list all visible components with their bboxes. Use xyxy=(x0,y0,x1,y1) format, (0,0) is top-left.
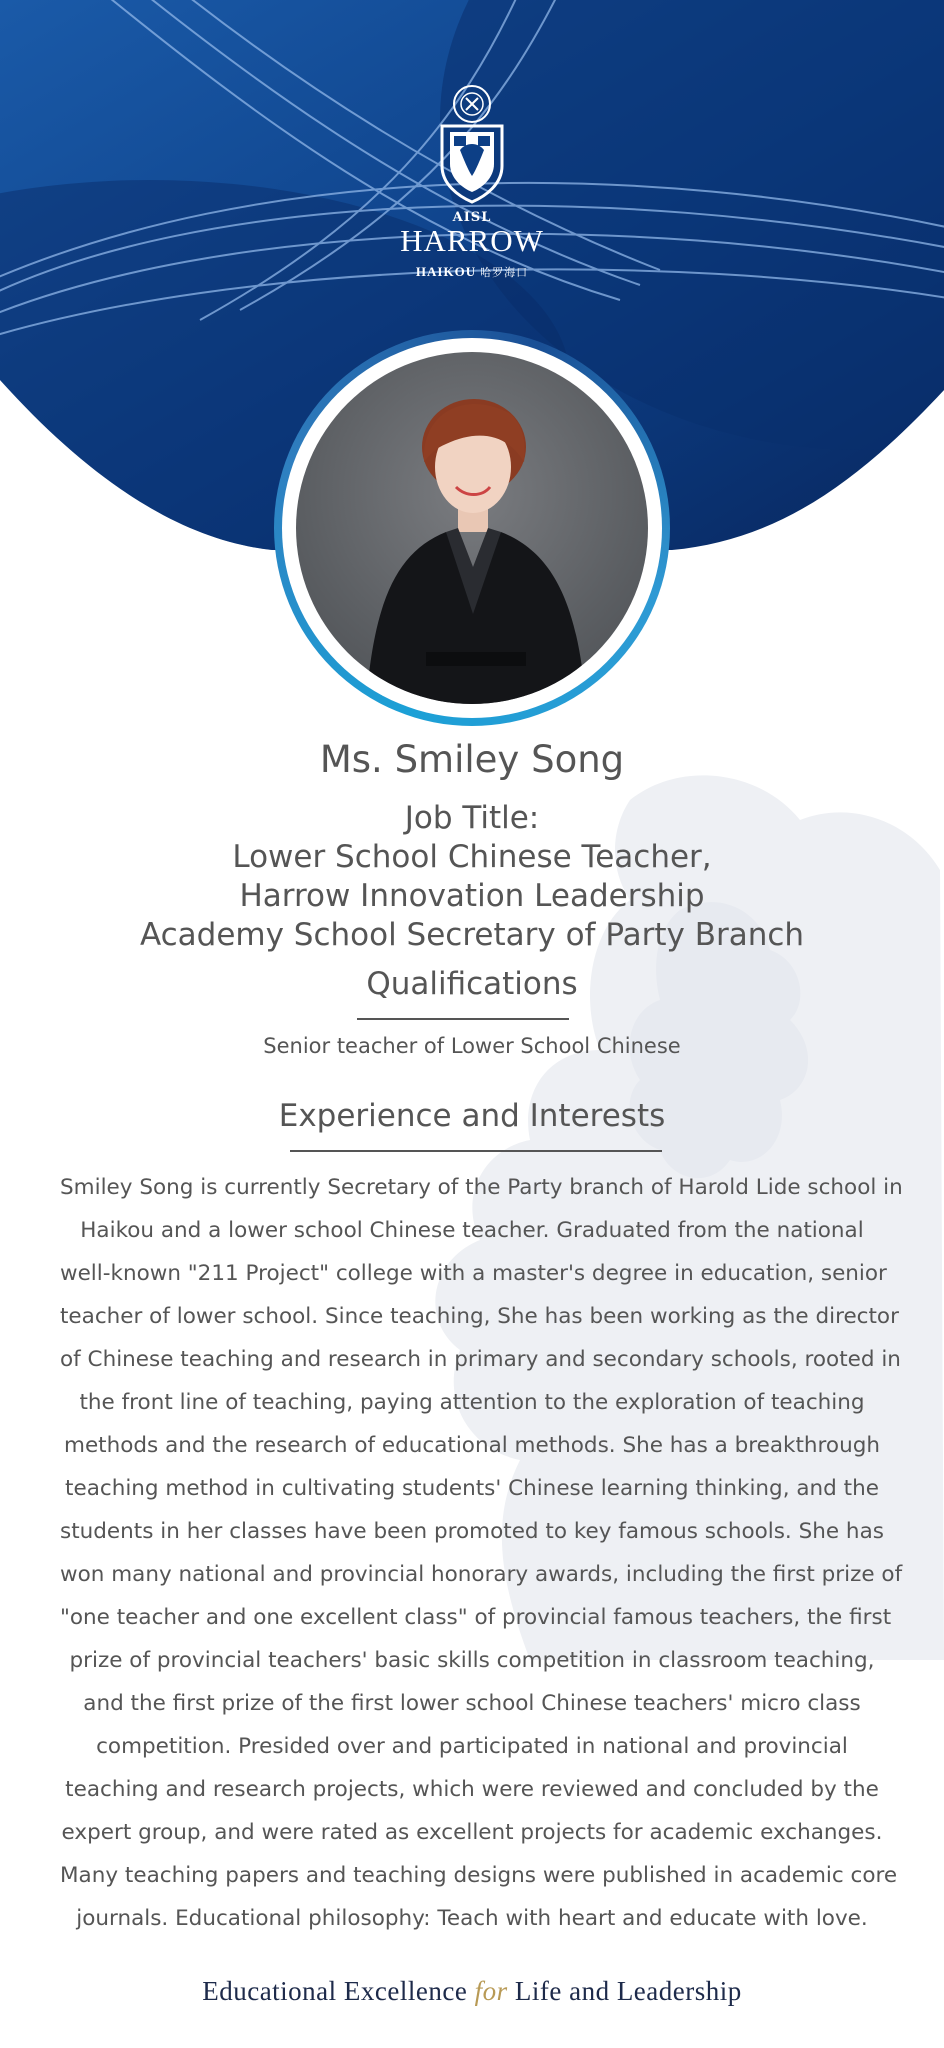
paragraph-line: Many teaching papers and teaching designs were published in academic core xyxy=(60,1863,898,1888)
paragraph-line: Haikou and a lower school Chinese teacher. Graduated from the national xyxy=(80,1218,864,1243)
paragraph-line: "one teacher and one excellent class" of provincial famous teachers, the first xyxy=(60,1605,892,1630)
paragraph-line: expert group, and were rated as excellent projects for academic exchanges. xyxy=(61,1820,883,1845)
paragraph-line: well-known "211 Project" college with a master's degree in education, senior xyxy=(60,1261,887,1286)
job-title-line: Academy School Secretary of Party Branch xyxy=(139,917,805,953)
experience-underline xyxy=(290,1150,662,1152)
paragraph-line: students in her classes have been promoted to key famous schools. She has xyxy=(60,1519,884,1544)
qualifications-text: Senior teacher of Lower School Chinese xyxy=(263,1034,681,1058)
brand-location xyxy=(0,264,944,280)
job-title-line: Lower School Chinese Teacher, xyxy=(232,839,712,875)
tagline-part: Life and Leadership xyxy=(507,1976,742,2006)
paragraph-line: and the first prize of the first lower school Chinese teachers' micro class xyxy=(83,1691,861,1716)
paragraph-line: methods and the research of educational methods. She has a breakthrough xyxy=(64,1433,880,1458)
brand-name: HARROW xyxy=(400,223,544,258)
person-figure xyxy=(296,352,648,704)
paragraph-line: journals. Educational philosophy: Teach with heart and educate with love. xyxy=(76,1906,868,1931)
brand-location-cn: 哈罗海口 xyxy=(480,267,529,279)
experience-paragraph xyxy=(60,1166,903,1940)
paragraph-line: the front line of teaching, paying attention to the exploration of teaching xyxy=(79,1390,865,1415)
footer-tagline xyxy=(0,1976,944,2007)
paragraph-line: Smiley Song is currently Secretary of the Party branch of Harold Lide school in xyxy=(60,1175,903,1200)
paragraph-line: competition. Presided over and participated in national and provincial xyxy=(96,1734,848,1759)
paragraph-line: teaching and research projects, which were reviewed and concluded by the xyxy=(65,1777,879,1802)
experience-heading: Experience and Interests xyxy=(278,1098,666,1134)
brand-aisl: AISL xyxy=(452,210,492,225)
paragraph-line: prize of provincial teachers' basic skills competition in classroom teaching, xyxy=(69,1648,875,1673)
harrow-crest-icon xyxy=(430,80,514,204)
tagline-for: for xyxy=(474,1976,508,2006)
portrait-photo xyxy=(296,352,648,704)
job-title-label: Job Title: xyxy=(404,800,540,836)
paragraph-line: teaching method in cultivating students' Chinese learning thinking, and the xyxy=(65,1476,879,1501)
paragraph-line: of Chinese teaching and research in primary and secondary schools, rooted in xyxy=(60,1347,901,1372)
job-title-line: Harrow Innovation Leadership xyxy=(239,878,705,914)
staff-name: Ms. Smiley Song xyxy=(319,738,625,781)
qualifications-heading: Qualifications xyxy=(366,966,578,1002)
paragraph-line: teacher of lower school. Since teaching, She has been working as the director xyxy=(60,1304,899,1329)
brand-location-text: HAIKOU xyxy=(415,264,477,279)
tagline-part: Educational Excellence xyxy=(202,1976,475,2006)
qualifications-underline xyxy=(357,1018,569,1020)
paragraph-line: won many national and provincial honorary awards, including the first prize of xyxy=(60,1562,903,1587)
